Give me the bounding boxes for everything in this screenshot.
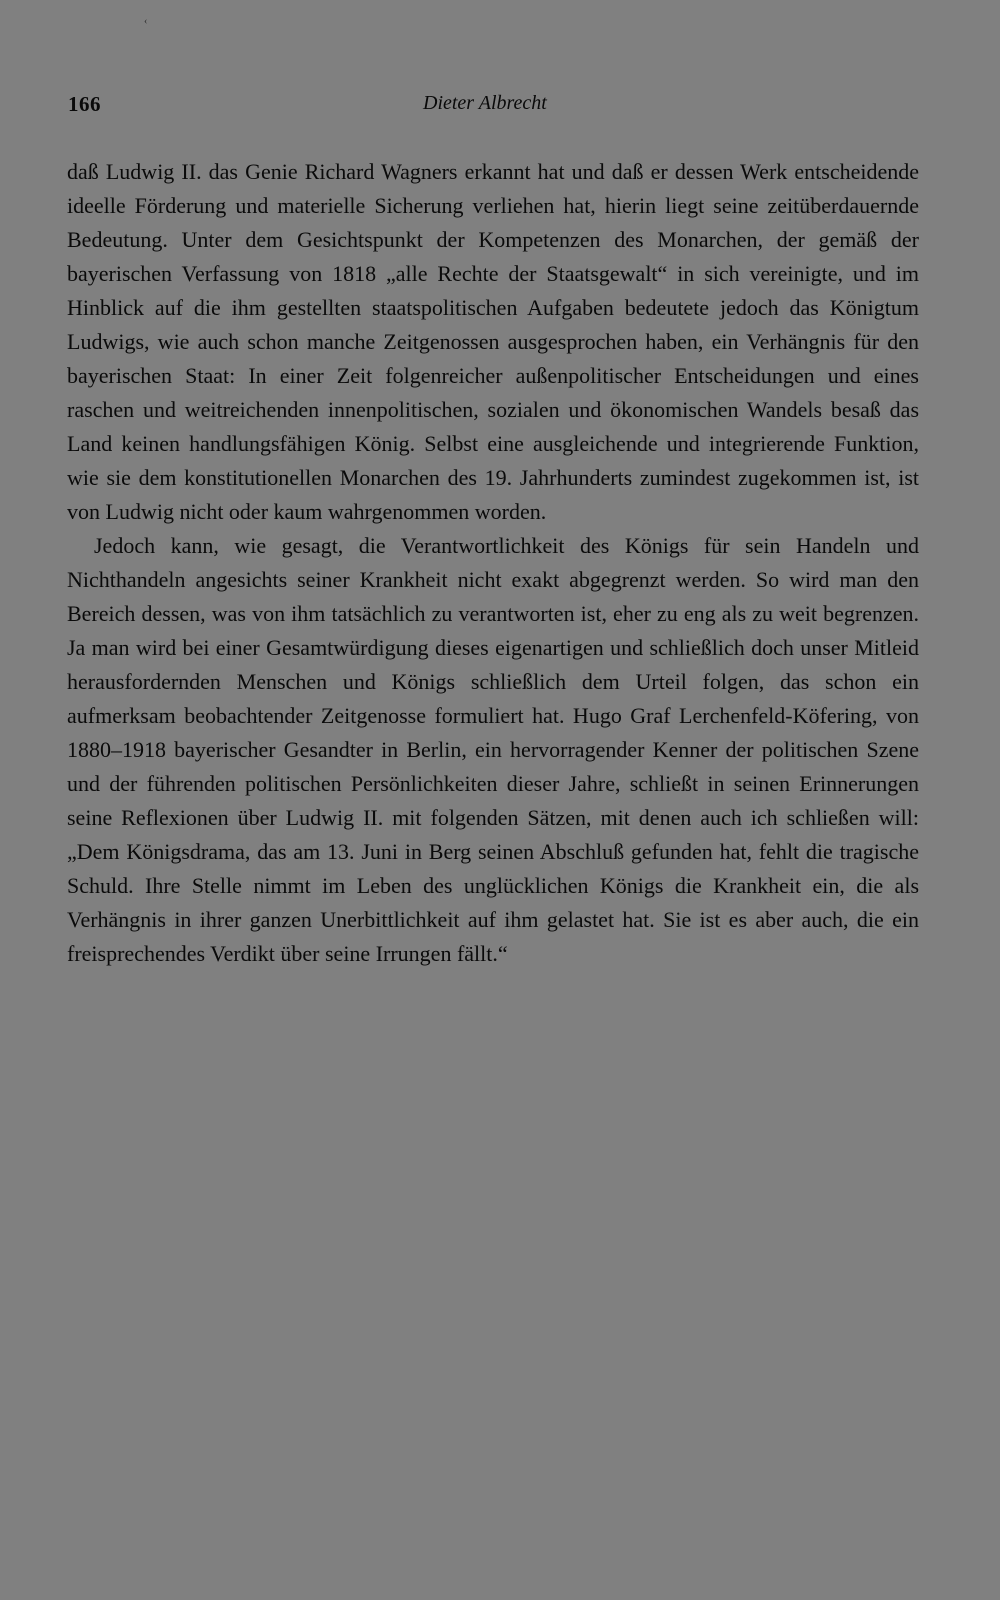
running-head	[68, 92, 547, 122]
paragraph-2: Jedoch kann, wie gesagt, die Verantwortlichkeit des Königs für sein Handeln und Nichthandeln angesichts seiner Krankheit nicht exakt abgegrenzt werden. So wird man den Bereich dessen, was von ihm tatsächlich zu verantworten ist, eher zu eng als zu weit begrenzen. Ja man wird bei einer Gesamtwürdigung dieses eigenartigen und schließlich doch unser Mitleid herausfordernden Menschen und Königs schließlich dem Urteil folgen, das schon ein aufmerksam beobachtender Zeitgenosse formuliert hat. Hugo Graf Lerchenfeld-Köfering, von 1880–1918 bayerischer Gesandter in Berlin, ein hervorragender Kenner der politischen Szene und der führenden politischen Persönlichkeiten dieser Jahre, schließt in seinen Erinnerungen seine Reflexionen über Ludwig II. mit folgenden Sätzen, mit denen auch ich schließen will: „Dem Königsdrama, das am 13. Juni in Berg seinen Abschluß gefunden hat, fehlt die tragische Schuld. Ihre Stelle nimmt im Leben des unglücklichen Königs die Krankheit ein, die als Verhängnis in ihrer ganzen Unerbittlichkeit auf ihm gelastet hat. Sie ist es aber auch, die ein freisprechendes Verdikt über seine Irrungen fällt.“	[67, 533, 919, 966]
paragraph-1: daß Ludwig II. das Genie Richard Wagners erkannt hat und daß er dessen Werk entscheidende ideelle Förderung und materielle Sicherung verliehen hat, hierin liegt seine zeitüberdauernde Bedeutung. Unter dem Gesichtspunkt der Kompetenzen des Monarchen, der gemäß der bayerischen Verfassung von 1818 „alle Rechte der Staatsgewalt“ in sich vereinigte, und im Hinblick auf die ihm gestellten staatspolitischen Aufgaben bedeutete jedoch das Königtum Ludwigs, wie auch schon manche Zeitgenossen ausgesprochen haben, ein Verhängnis für den bayerischen Staat: In einer Zeit folgenreicher außenpolitischer Entscheidungen und eines raschen und weitreichenden innenpolitischen, sozialen und ökonomischen Wandels besaß das Land keinen handlungsfähigen König. Selbst eine ausgleichende und integrierende Funktion, wie sie dem konstitutionellen Monarchen des 19. Jahrhunderts zumindest zugekommen ist, ist von Ludwig nicht oder kaum wahrgenommen worden.	[67, 159, 919, 524]
scan-speck: ‹	[144, 16, 148, 27]
running-title: Dieter Albrecht	[423, 92, 547, 114]
body-text	[67, 155, 919, 971]
page-number: 166	[68, 92, 101, 116]
